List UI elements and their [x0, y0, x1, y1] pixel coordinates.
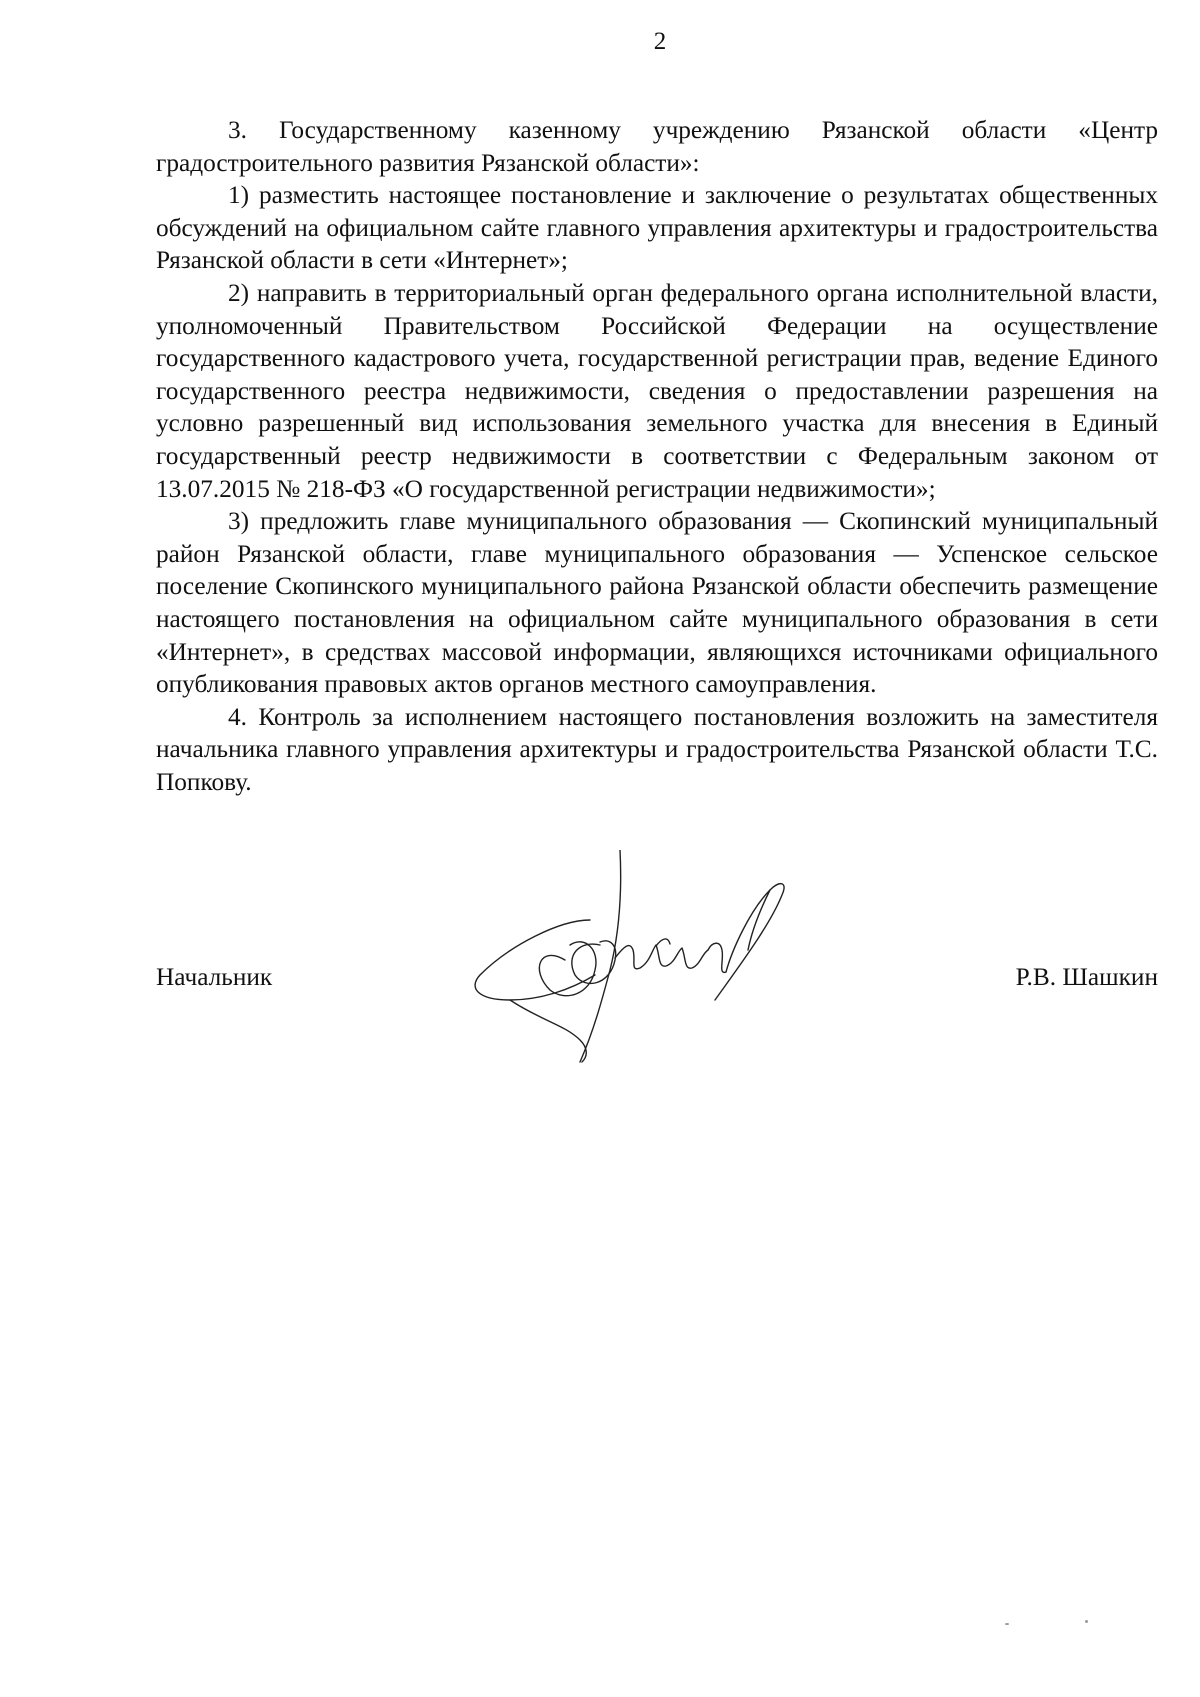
signer-position: Начальник [156, 963, 273, 991]
paragraph-subitem-3: 3) предложить главе муниципального образования — Скопинский муниципальный район Рязанской области, главе муниципального образования — Успенское сельское поселение Скопинского муниципального района Рязанской области обеспечить размещение настоящего постановления на официальном сайте муниципального образования в сети «Интернет», в средствах массовой информации, являющихся источниками официального опубликования правовых актов органов местного самоуправления. [156, 507, 1158, 699]
signer-name: Р.В. Шашкин [1015, 963, 1158, 991]
paragraph-item-3: 3. Государственному казенному учреждению Рязанской области «Центр градостроительного развития Рязанской области»: [156, 116, 1158, 177]
scan-speck [1085, 1620, 1088, 1623]
scan-speck [1005, 1623, 1009, 1625]
paragraph-subitem-2: 2) направить в территориальный орган федерального органа исполнительной власти, уполномоченный Правительством Российской Федерации на осуществление государственного кадастрового учета, государственной регистрации прав, ведение Единого государственного реестра недвижимости, сведения о предоставлении разрешения на условно разрешенный вид использования земельного участка для внесения в Единый государственный реестр недвижимости в соответствии с Федеральным законом от 13.07.2015 № 218-ФЗ «О государственной регистрации недвижимости»; [156, 278, 1158, 503]
page-number: 2 [653, 28, 667, 55]
signature-block [156, 955, 1158, 995]
paragraph-item-4: 4. Контроль за исполнением настоящего постановления возложить на заместителя начальника главного управления архитектуры и градостроительства Рязанской области Т.С. Попкову. [156, 702, 1158, 796]
paragraph-subitem-1: 1) разместить настоящее постановление и заключение о результатах общественных обсуждений на официальном сайте главного управления архитектуры и градостроительства Рязанской области в сети «Интернет»; [156, 181, 1158, 275]
document-body [156, 114, 1158, 798]
